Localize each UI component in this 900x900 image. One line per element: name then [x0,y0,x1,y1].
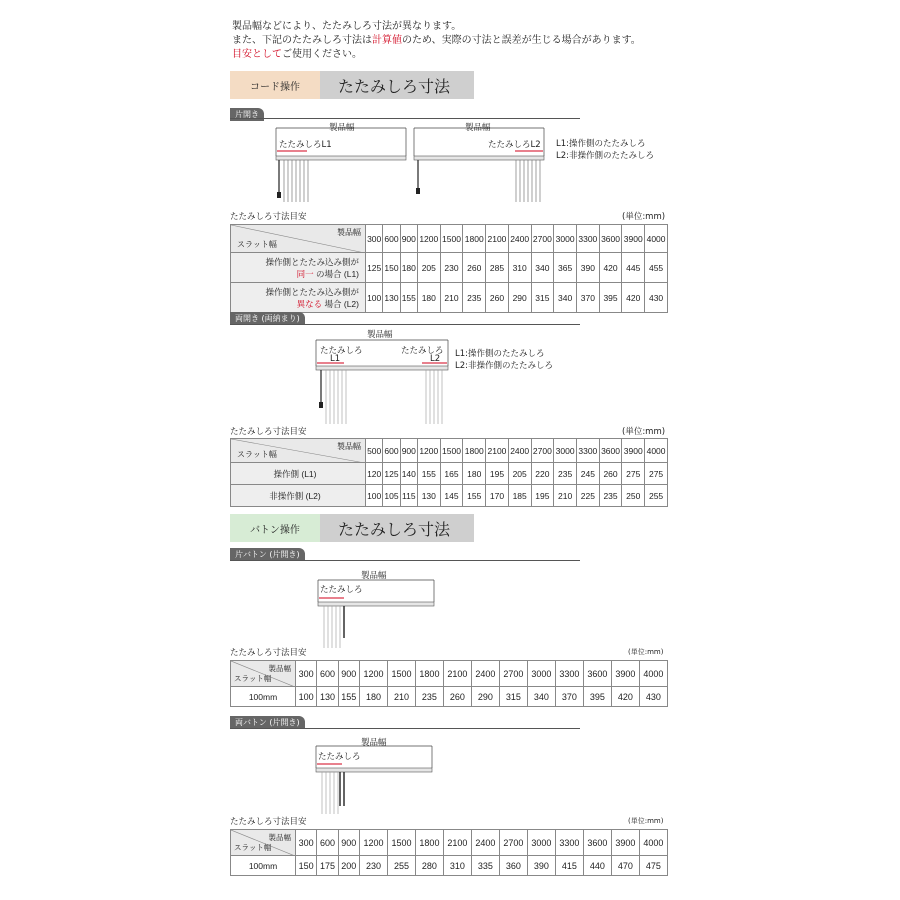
col-header: 1800 [415,661,443,687]
table-cell: 205 [508,463,531,485]
table-corner-header [231,439,366,463]
head-rail [316,768,432,772]
col-header: 500 [366,439,383,463]
col-header: 3900 [622,439,645,463]
table-row [231,485,668,507]
intro-line-2 [232,34,641,48]
table-cell: 340 [554,283,577,313]
table-header-row [231,661,668,687]
table-row [231,253,668,283]
table-cell: 115 [400,485,417,507]
table-corner-header [231,661,296,687]
cord-double-rule [230,324,580,325]
baton-double-product-width: 製品幅 [361,738,387,748]
table-cell: 155 [400,283,417,313]
row-label-l2-tail: 場合 (L2) [322,298,359,309]
table-cell: 420 [611,687,639,707]
cord-section-header [230,71,474,99]
table-cell: 150 [383,253,400,283]
baton-double-caption: たたみしろ寸法目安 [230,817,307,827]
intro-line-3-post: ご使用ください。 [282,49,362,60]
table-cell: 205 [417,253,440,283]
table-cell: 170 [486,485,509,507]
row-label-l1-tail: の場合 (L1) [313,268,359,279]
table-cell: 315 [499,687,527,707]
col-header: 2700 [499,830,527,856]
cord-single-tatami-l1: たたみしろL1 [279,140,332,150]
table-cell: 430 [639,687,667,707]
table-cell: 235 [415,687,443,707]
row-label-slat-100mm: 100mm [231,856,296,876]
cord-single-caption: たたみしろ寸法目安 [230,212,307,222]
col-header: 4000 [645,225,668,253]
hdr-product-width: 製品幅 [268,664,291,673]
cord-double-table [230,438,668,507]
table-cell: 130 [417,485,440,507]
col-header: 900 [338,830,359,856]
col-header: 2400 [471,830,499,856]
col-header: 3000 [554,225,577,253]
col-header: 4000 [639,661,667,687]
baton-single-tatami: たたみしろ [320,585,363,595]
baton-double-rule [230,728,580,729]
col-header: 1800 [415,830,443,856]
cord-single-product-width-left: 製品幅 [329,123,355,133]
table-cell: 390 [527,856,555,876]
table-row [231,463,668,485]
col-header: 3600 [599,225,622,253]
cord-double-tatami-left: たたみしろ [320,346,363,356]
head-rail [316,366,448,370]
table-cell: 235 [554,463,577,485]
row-label-l2-red: 異なる [296,298,323,309]
table-cell: 455 [645,253,668,283]
col-header: 2700 [531,225,554,253]
table-cell: 360 [499,856,527,876]
baton-single-unit: (単位:mm) [628,648,664,656]
table-cell: 340 [527,687,555,707]
col-header: 4000 [639,830,667,856]
cord-double-unit: (単位:mm) [622,427,666,437]
table-cell: 255 [645,485,668,507]
table-cell: 210 [440,283,463,313]
table-cell: 260 [463,253,486,283]
hdr-product-width: 製品幅 [337,442,361,451]
table-cell: 145 [440,485,463,507]
table-cell: 100 [366,283,383,313]
row-label-l1-line1: 操作側とたたみ込み側が [265,256,359,267]
table-cell: 185 [508,485,531,507]
table-cell: 130 [317,687,338,707]
row-label-l2-line1: 操作側とたたみ込み側が [265,286,359,297]
col-header: 3900 [611,830,639,856]
table-cell: 260 [443,687,471,707]
table-cell: 120 [366,463,383,485]
col-header: 1500 [387,830,415,856]
table-cell: 315 [531,283,554,313]
table-cell: 180 [463,463,486,485]
table-cell: 210 [387,687,415,707]
table-cell: 230 [359,856,387,876]
cord-single-table [230,224,668,313]
col-header: 300 [296,830,317,856]
table-cell: 105 [383,485,400,507]
col-header: 2700 [499,661,527,687]
col-header: 3600 [583,830,611,856]
table-cell: 395 [583,687,611,707]
col-header: 900 [400,439,417,463]
head-rail-right [414,156,544,160]
table-cell: 180 [417,283,440,313]
table-cell: 255 [387,856,415,876]
baton-title: たたみしろ寸法 [320,514,474,542]
table-cell: 100 [366,485,383,507]
table-cell: 235 [463,283,486,313]
intro-notes [232,20,641,62]
intro-line-1: 製品幅などにより、たたみしろ寸法が異なります。 [232,21,462,32]
col-header: 2400 [471,661,499,687]
col-header: 2100 [486,439,509,463]
table-cell: 445 [622,253,645,283]
hdr-product-width: 製品幅 [337,228,361,237]
col-header: 1200 [359,830,387,856]
table-cell: 335 [471,856,499,876]
table-corner-header [231,830,296,856]
hdr-slat-width: スラット幅 [237,240,277,249]
cord-double-tag: 両開き (両納まり) [230,312,305,325]
table-cell: 220 [531,463,554,485]
slats-right [516,160,540,202]
cord-single-legend-l1: L1:操作側のたたみしろ [556,139,646,149]
table-cell: 415 [555,856,583,876]
table-cell: 235 [599,485,622,507]
table-cell: 420 [599,253,622,283]
slats-right [426,370,442,424]
row-label-l1-line2 [231,268,359,280]
slats-left [284,160,308,202]
table-cell: 470 [611,856,639,876]
cord-label: コード操作 [230,71,320,99]
baton-double-tag: 両バトン (片開き) [230,716,305,729]
table-cell: 155 [417,463,440,485]
table-corner-header [231,225,366,253]
table-header-row [231,830,668,856]
col-header: 1500 [440,225,463,253]
table-cell: 180 [359,687,387,707]
intro-line-3 [232,48,641,62]
table-cell: 370 [555,687,583,707]
cord-double-tatami-right: たたみしろ [401,346,444,356]
cord-single-tatami-l2: たたみしろL2 [488,140,541,150]
col-header: 1200 [359,661,387,687]
col-header: 3300 [555,661,583,687]
baton-double-tatami: たたみしろ [318,752,361,762]
table-cell: 395 [599,283,622,313]
table-cell: 280 [415,856,443,876]
col-header: 2100 [443,830,471,856]
col-header: 1200 [417,439,440,463]
table-row [231,856,668,876]
slats-left [326,370,346,424]
row-label-non-operation-side: 非操作側 (L2) [231,485,366,507]
hdr-slat-width: スラット幅 [234,674,272,683]
col-header: 3600 [599,439,622,463]
cord-single-tag: 片開き [230,108,264,121]
head-rail-left [276,156,406,160]
intro-line-2-pre: また、下記のたたみしろ寸法は [232,35,372,46]
col-header: 4000 [645,439,668,463]
table-row [231,283,668,313]
cord-double-caption: たたみしろ寸法目安 [230,427,307,437]
cord-single-diagram [270,120,560,210]
table-cell: 225 [576,485,599,507]
col-header: 300 [366,225,383,253]
row-label-slat-100mm: 100mm [231,687,296,707]
col-header: 2400 [508,225,531,253]
col-header: 900 [400,225,417,253]
row-label-l2-line2 [231,298,359,310]
baton-single-rule [230,560,580,561]
table-cell: 210 [554,485,577,507]
intro-line-2-highlight: 計算値 [372,35,402,46]
intro-line-3-highlight: 目安として [232,49,282,60]
table-row [231,687,668,707]
table-cell: 310 [443,856,471,876]
baton-double-unit: (単位:mm) [628,817,664,825]
baton-single-table [230,660,668,707]
row-label-operation-side: 操作側 (L1) [231,463,366,485]
baton-section-header [230,514,474,542]
cord-double-legend-l2: L2:非操作側のたたみしろ [455,361,554,371]
head-rail [318,602,434,606]
row-label-l1 [231,253,366,283]
table-header-row [231,439,668,463]
table-cell: 420 [622,283,645,313]
baton-single-product-width: 製品幅 [361,571,387,581]
col-header: 2400 [508,439,531,463]
baton-double-table [230,829,668,876]
col-header: 600 [383,225,400,253]
cord-double-l2: L2 [430,354,441,364]
table-cell: 165 [440,463,463,485]
table-cell: 370 [576,283,599,313]
cord-double-l1: L1 [330,354,341,364]
col-header: 2100 [486,225,509,253]
table-header-row [231,225,668,253]
table-cell: 200 [338,856,359,876]
table-cell: 125 [366,253,383,283]
table-cell: 275 [622,463,645,485]
table-cell: 290 [471,687,499,707]
baton-single-caption: たたみしろ寸法目安 [230,648,307,658]
table-cell: 130 [383,283,400,313]
table-cell: 230 [440,253,463,283]
table-cell: 250 [622,485,645,507]
table-cell: 100 [296,687,317,707]
table-cell: 285 [486,253,509,283]
table-cell: 175 [317,856,338,876]
table-cell: 475 [639,856,667,876]
cord-title: たたみしろ寸法 [320,71,474,99]
table-cell: 365 [554,253,577,283]
baton-single-tag: 片バトン (片開き) [230,548,305,561]
col-header: 3000 [527,661,555,687]
table-cell: 125 [383,463,400,485]
table-cell: 195 [486,463,509,485]
col-header: 1500 [387,661,415,687]
col-header: 900 [338,661,359,687]
table-cell: 195 [531,485,554,507]
col-header: 2100 [443,661,471,687]
table-cell: 155 [463,485,486,507]
row-label-l2 [231,283,366,313]
slats [322,772,338,814]
table-cell: 150 [296,856,317,876]
table-cell: 140 [400,463,417,485]
table-cell: 245 [576,463,599,485]
hdr-product-width: 製品幅 [268,833,291,842]
table-cell: 290 [508,283,531,313]
cord-single-unit: (単位:mm) [622,212,666,222]
table-cell: 275 [645,463,668,485]
col-header: 3300 [555,830,583,856]
col-header: 600 [317,661,338,687]
col-header: 1500 [440,439,463,463]
col-header: 3300 [576,225,599,253]
row-label-l1-red: 同一 [296,268,314,279]
table-cell: 390 [576,253,599,283]
hdr-slat-width: スラット幅 [237,450,277,459]
table-cell: 440 [583,856,611,876]
table-cell: 310 [508,253,531,283]
col-header: 600 [317,830,338,856]
col-header: 3000 [527,830,555,856]
col-header: 1800 [463,225,486,253]
col-header: 3300 [576,439,599,463]
col-header: 600 [383,439,400,463]
slats [324,606,340,648]
col-header: 1200 [417,225,440,253]
cord-double-product-width: 製品幅 [367,330,393,340]
col-header: 300 [296,661,317,687]
table-cell: 155 [338,687,359,707]
table-cell: 430 [645,283,668,313]
table-cell: 340 [531,253,554,283]
col-header: 1800 [463,439,486,463]
hdr-slat-width: スラット幅 [234,843,272,852]
table-cell: 180 [400,253,417,283]
baton-label: バトン操作 [230,514,320,542]
cord-single-rule [230,118,580,119]
intro-line-2-post: のため、実際の寸法と誤差が生じる場合があります。 [402,35,641,46]
col-header: 2700 [531,439,554,463]
col-header: 3000 [554,439,577,463]
col-header: 3900 [611,661,639,687]
table-cell: 260 [486,283,509,313]
cord-single-product-width-right: 製品幅 [465,123,491,133]
table-cell: 260 [599,463,622,485]
cord-double-legend-l1: L1:操作側のたたみしろ [455,349,545,359]
col-header: 3600 [583,661,611,687]
cord-single-legend-l2: L2:非操作側のたたみしろ [556,151,655,161]
col-header: 3900 [622,225,645,253]
